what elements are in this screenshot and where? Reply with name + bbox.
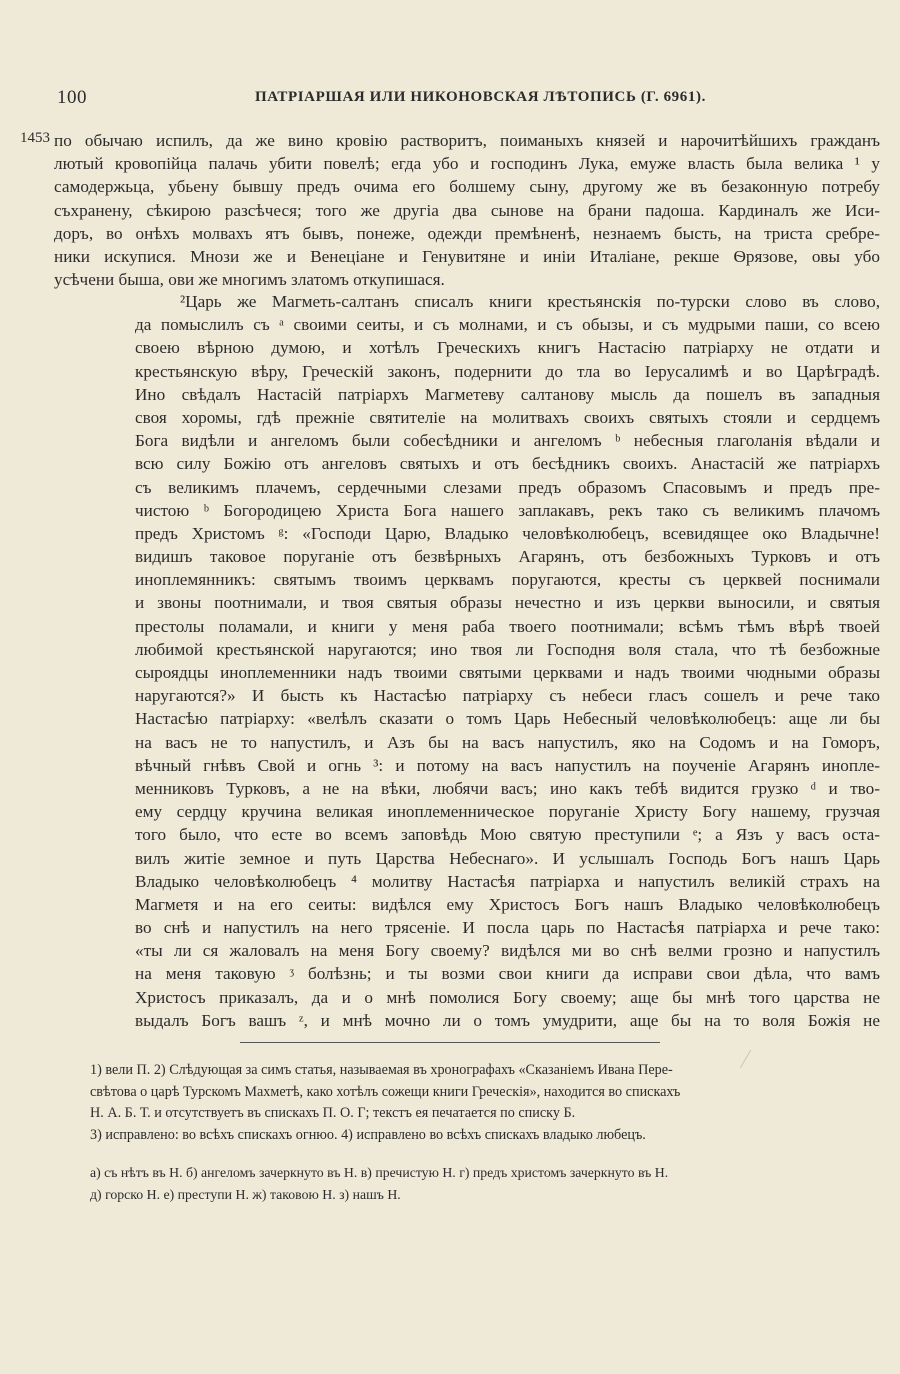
paragraph-2 xyxy=(135,290,880,1032)
footnote-line: Н. А. Б. Т. и отсутствуетъ въ спискахъ П. О. Г; текстъ ея печатается по списку Б. xyxy=(90,1105,576,1121)
text-line: «ты ли ся жаловалъ на меня Богу своему? видѣлся ми во снѣ велми грозно и напустилъ xyxy=(135,941,880,961)
variant-readings xyxy=(90,1162,880,1205)
text-line: наругаются?» И бысть къ Настасѣю патріарху съ небеси гласъ сошелъ и рече тако xyxy=(135,686,880,706)
footnote-line: 3) исправлено: во всѣхъ спискахъ огнюо. 4) исправлено во всѣхъ спискахъ владыко любецъ. xyxy=(90,1126,646,1143)
page-number: 100 xyxy=(57,87,87,108)
text-line: ники искупися. Мнози же и Венеціане и Генувитяне и иніи Италіане, рекше Ѳрязове, овы убо xyxy=(54,246,880,266)
text-line: Ино свѣдалъ Настасій патріархъ Магметеву салтанову мысль да пошелъ въ западныя xyxy=(135,384,880,404)
text-line: всю силу Божію отъ ангеловъ святыхъ и отъ бесѣдникъ своихъ. Анастасій же патріархъ xyxy=(135,454,880,474)
text-line: на васъ не то напустилъ, и Азъ бы на васъ напустилъ, яко на Содомъ и на Гоморъ, xyxy=(135,732,880,752)
text-line: видишъ таковое поруганіе отъ безвѣрныхъ Агарянъ, отъ безбожныхъ Турковъ и отъ xyxy=(135,547,880,567)
footnotes xyxy=(90,1060,880,1146)
text-line: самодержьца, убьену бывшу предъ очима его болшему сыну, другому же въ безаконную потребу xyxy=(54,177,880,197)
text-line: сыроядцы иноплеменники надъ твоими святыми церквами и надъ твоими чюдными образы xyxy=(135,663,880,682)
text-line: предъ Христомъ ᵍ: «Господи Царю, Владыко человѣколюбецъ, всевидящее око Владычне! xyxy=(135,523,880,543)
text-line: менниковъ Турковъ, а не на вѣки, любячи васъ; ино какъ тебѣ видится грузко ᵈ и тво- xyxy=(135,778,880,798)
text-line: крестьянскую вѣру, Греческій законъ, подернити до тла во Іерусалимѣ и во Царѣградѣ. xyxy=(135,361,880,381)
text-line: ²Царь же Магметь-салтанъ списалъ книги крестьянскія по-турски слово въ слово, xyxy=(180,292,880,311)
text-line: во снѣ и напустилъ на него трясеніе. И посла царь по Настасѣя патріарха и рече тако: xyxy=(135,918,880,938)
footnote-divider xyxy=(240,1042,660,1043)
text-line: доръ, во онѣхъ молвахъ ятъ бывъ, понеже, одежди премѣненѣ, незнаемъ бысть, на триста сребре- xyxy=(54,223,880,243)
text-line: лютый кровопійца палачь убити повелѣ; егда убо и господинъ Лука, емуже власть была велика ¹ у xyxy=(54,154,880,174)
text-line: усѣчени быша, ови же многимъ златомъ откупишася. xyxy=(54,270,445,290)
text-line: любимой крестьянской наругаются; ино твоя ли Господня воля стала, что тѣ безбожные xyxy=(135,639,880,659)
text-line: вилъ житіе земное и путь Царства Небеснаго». И услышалъ Господь Богъ нашъ Царь xyxy=(135,848,880,868)
text-line: и звоны поотнимали, и твоя святыя образы нечестно и изъ церкви выносили, и святыя xyxy=(135,593,880,613)
footnote-line: свѣтова о царѣ Турскомъ Махметѣ, како хотѣлъ сожещи книги Греческія», находится во спискахъ xyxy=(90,1083,681,1100)
text-line: своя хоромы, гдѣ прежніе святителіе на молитвахъ своихъ святыхъ стояли и сердцемъ xyxy=(135,407,880,427)
variant-line: а) съ нѣтъ въ Н. б) ангеломъ зачеркнуто въ Н. в) пречистую Н. г) предъ христомъ зачеркнуто въ Н. xyxy=(90,1165,669,1180)
text-line: Настасѣю патріарху: «велѣлъ сказати о томъ Царь Небесный человѣколюбецъ: аще ли бы xyxy=(135,709,880,729)
paragraph-1 xyxy=(54,129,880,291)
running-title: ПАТРІАРШАЯ ИЛИ НИКОНОВСКАЯ ЛѢТОПИСЬ (Г. 6961). xyxy=(255,89,706,105)
text-line: иноплемянникъ: святымъ твоимъ церквамъ поругаются, кресты съ церквей поснимали xyxy=(135,570,880,590)
text-line: своею вѣрною думою, и хотѣлъ Греческихъ книгъ Настасію патріарху не отдати и xyxy=(135,338,880,358)
text-line: съхранену, сѣкирою разсѣчеся; того же другіа два сынове на брани падоша. Кардиналъ же Иси- xyxy=(54,200,880,220)
text-line: ему сердцу кручина великая иноплеменническое поруганіе Христу Богу нашему, грузчая xyxy=(135,802,880,822)
text-line: вѣчный гнѣвъ Свой и огнь ³: и потому на васъ напустилъ на поученіе Агарянъ иноплe- xyxy=(135,755,880,775)
text-line: Владыко человѣколюбецъ ⁴ молитву Настасѣя патріарха и напустилъ великій страхъ на xyxy=(135,871,880,891)
margin-year: 1453 xyxy=(20,130,50,146)
text-line: чистою ᵇ Богородицею Христа Бога нашего заплакавъ, рекъ тако съ великимъ плачомъ xyxy=(135,500,880,520)
text-line: Магметя и на его сеиты: видѣлся ему Христосъ Богъ нашъ Владыко человѣколюбецъ xyxy=(135,894,880,914)
text-line: съ великимъ плачемъ, сердечными слезами предъ образомъ Спасовымъ и предъ пре- xyxy=(135,477,880,497)
text-line: по обычаю испилъ, да же вино кровію растворитъ, поиманыхъ князей и нарочитѣйшихъ гражданъ xyxy=(54,131,880,150)
text-line: Бога видѣли и ангеломъ были собесѣдники и ангеломъ ᵇ небесныя глаголанія вѣдали и xyxy=(135,431,880,451)
text-line: того было, что есте во всемъ заповѣдь Мою святую преступили ᵉ; а Язъ у васъ оста- xyxy=(135,825,880,845)
text-line: престолы поламали, и книги у меня раба твоего поотнимали; всѣмъ тѣмъ вѣрѣ твоей xyxy=(135,616,880,636)
variant-line: д) горско Н. е) преступи Н. ж) таковою Н. з) нашъ Н. xyxy=(90,1186,401,1202)
text-line: выдалъ Богъ вашъ ᶻ, и мнѣ мочно ли о томъ умудрити, аще бы на то воля Божія не xyxy=(135,1010,880,1030)
footnote-line: 1) вели П. 2) Слѣдующая за симъ статья, называемая въ хронографахъ «Сказаніемъ Ивана Пере- xyxy=(90,1062,673,1078)
text-line: на меня таковую ᶾ болѣзнь; и ты возми свои книги да исправи свои дѣла, что вамъ xyxy=(135,964,880,984)
text-line: да помыслилъ съ ᵃ своими сеиты, и съ молнами, и съ обызы, и съ мудрыми паши, со всею xyxy=(135,315,880,335)
text-line: Христосъ приказалъ, да и о мнѣ помолися Богу своему; аще бы мнѣ того царства не xyxy=(135,987,880,1007)
